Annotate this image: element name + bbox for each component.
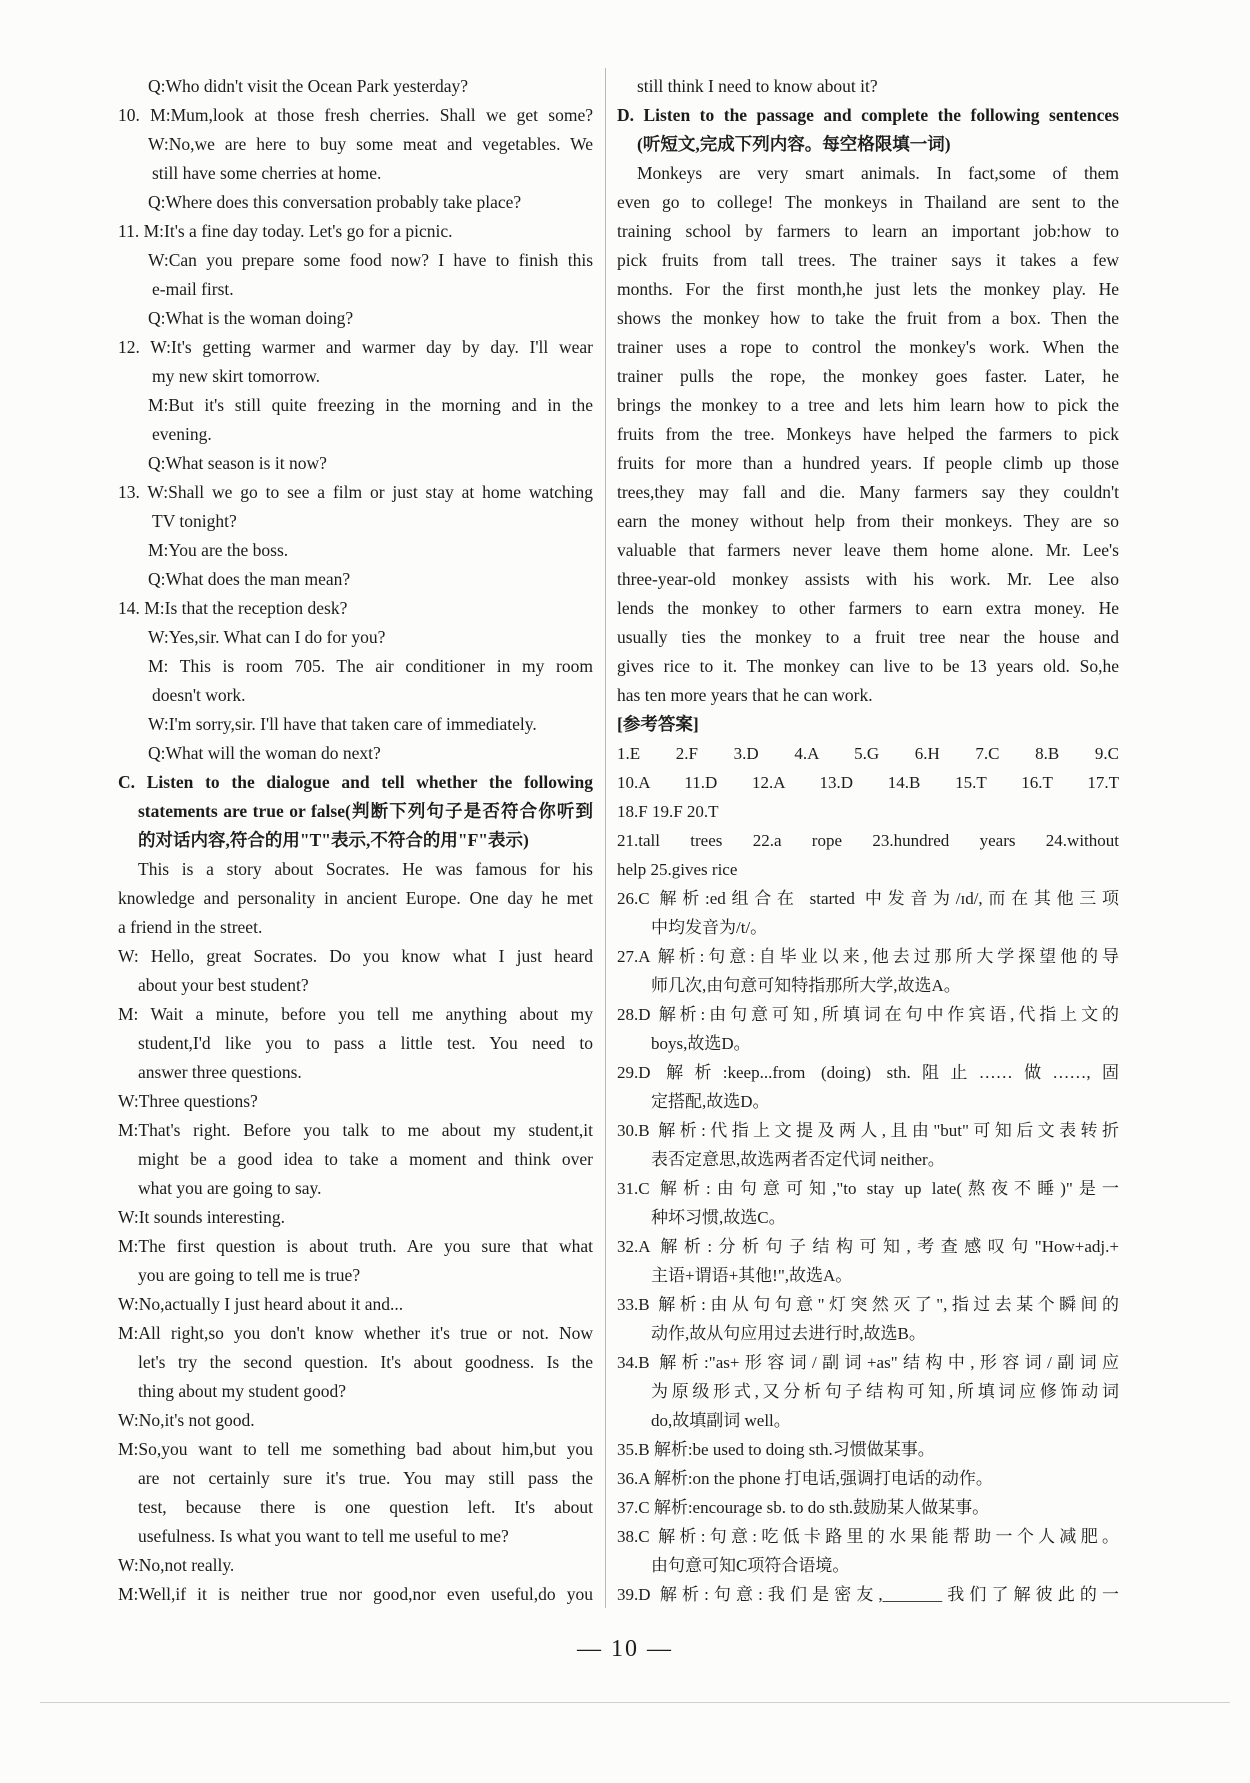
text-line: W: Hello, great Socrates. Do you know what I just heard bbox=[118, 946, 593, 966]
text-line: W:Can you prepare some food now? I have to finish this bbox=[148, 250, 593, 270]
text-line: 由句意可知C项符合语境。 bbox=[651, 1556, 850, 1575]
text-line: D. Listen to the passage and complete the following sentences bbox=[617, 105, 1119, 125]
text-line: 11. M:It's a fine day today. Let's go for a picnic. bbox=[118, 221, 453, 241]
text-line: three-year-old monkey assists with his work. Mr. Lee also bbox=[617, 569, 1119, 589]
text-line: lends the monkey to other farmers to earn extra money. He bbox=[617, 598, 1119, 618]
text-line: what you are going to say. bbox=[138, 1178, 322, 1198]
text-line: thing about my student good? bbox=[138, 1381, 347, 1401]
text-line: W:Three questions? bbox=[118, 1091, 258, 1111]
text-line: 39.D 解析:句意:我们是密友,_______我们了解彼此的一 bbox=[617, 1585, 1119, 1604]
text-line: earn the money without help from their monkeys. They are so bbox=[617, 511, 1119, 531]
text-line: 动作,故从句应用过去进行时,故选B。 bbox=[651, 1324, 926, 1343]
text-line: (听短文,完成下列内容。每空格限填一词) bbox=[637, 134, 951, 154]
text-line: 13. W:Shall we go to see a film or just stay at home watching bbox=[118, 482, 593, 502]
text-line: shows the monkey how to take the fruit from a box. Then the bbox=[617, 308, 1119, 328]
text-line: my new skirt tomorrow. bbox=[152, 366, 321, 386]
text-line: 27.A 解析:句意:自毕业以来,他去过那所大学探望他的导 bbox=[617, 947, 1119, 966]
text-line: 18.F 19.F 20.T bbox=[617, 802, 719, 821]
text-line: Q:What is the woman doing? bbox=[148, 308, 354, 328]
text-line: brings the monkey to a tree and lets him learn how to pick the bbox=[617, 395, 1119, 415]
text-line: 1.E 2.F 3.D 4.A 5.G 6.H 7.C 8.B 9.C bbox=[617, 744, 1119, 763]
text-line: W:No,we are here to buy some meat and vegetables. We bbox=[148, 134, 593, 154]
text-line: 37.C 解析:encourage sb. to do sth.鼓励某人做某事。 bbox=[617, 1498, 990, 1517]
text-line: help 25.gives rice bbox=[617, 860, 738, 879]
text-line: do,故填副词 well。 bbox=[651, 1411, 791, 1430]
text-line: e-mail first. bbox=[152, 279, 234, 299]
text-line: [参考答案] bbox=[617, 714, 699, 734]
text-line: still have some cherries at home. bbox=[152, 163, 382, 183]
text-line: M: Wait a minute, before you tell me anything about my bbox=[118, 1004, 593, 1024]
text-line: doesn't work. bbox=[152, 685, 246, 705]
text-line: training school by farmers to learn an important job:how to bbox=[617, 221, 1119, 241]
text-line: 28.D 解析:由句意可知,所填词在句中作宾语,代指上文的 bbox=[617, 1005, 1119, 1024]
text-line: boys,故选D。 bbox=[651, 1034, 751, 1053]
text-line: M:Well,if it is neither true nor good,nor even useful,do you bbox=[118, 1584, 593, 1604]
text-line: C. Listen to the dialogue and tell whether the following bbox=[118, 772, 593, 792]
text-line: fruits from the tree. Monkeys have helped the farmers to pick bbox=[617, 424, 1119, 444]
text-line: M:All right,so you don't know whether it's true or not. Now bbox=[118, 1323, 593, 1343]
text-line: test, because there is one question left. It's about bbox=[138, 1497, 593, 1517]
text-line: pick fruits from tall trees. The trainer says it takes a few bbox=[617, 250, 1119, 270]
text-line: W:It sounds interesting. bbox=[118, 1207, 286, 1227]
text-line: answer three questions. bbox=[138, 1062, 302, 1082]
right-column bbox=[617, 72, 1119, 1609]
page-number: — 10 — bbox=[577, 1636, 673, 1662]
text-line: 中均发音为/t/。 bbox=[651, 918, 768, 937]
left-column bbox=[118, 72, 593, 1609]
text-line: a friend in the street. bbox=[118, 917, 263, 937]
text-line: usually ties the monkey to a fruit tree near the house and bbox=[617, 627, 1119, 647]
text-line: Q:What season is it now? bbox=[148, 453, 327, 473]
text-line: 38.C 解析:句意:吃低卡路里的水果能帮助一个人减肥。 bbox=[617, 1527, 1119, 1546]
text-line: 34.B 解析:"as+形容词/副词+as"结构中,形容词/副词应 bbox=[617, 1353, 1119, 1372]
text-line: W:No,actually I just heard about it and... bbox=[118, 1294, 404, 1314]
text-line: W:No,it's not good. bbox=[118, 1410, 255, 1430]
text-line: months. For the first month,he just lets the monkey play. He bbox=[617, 279, 1119, 299]
text-line: usefulness. Is what you want to tell me useful to me? bbox=[138, 1526, 509, 1546]
text-line: even go to college! The monkeys in Thailand are sent to the bbox=[617, 192, 1119, 212]
text-line: 30.B 解析:代指上文提及两人,且由"but"可知后文表转折 bbox=[617, 1121, 1119, 1140]
text-line: 12. W:It's getting warmer and warmer day by day. I'll wear bbox=[118, 337, 593, 357]
text-line: 10. M:Mum,look at those fresh cherries. Shall we get some? bbox=[118, 105, 593, 125]
text-line: trees,they may fall and die. Many farmers say they couldn't bbox=[617, 482, 1119, 502]
text-line: knowledge and personality in ancient Europe. One day he met bbox=[118, 888, 593, 908]
text-line: M:The first question is about truth. Are you sure that what bbox=[118, 1236, 593, 1256]
footer-rule bbox=[40, 1702, 1230, 1703]
text-line: 31.C 解析:由句意可知,"to stay up late(熬夜不睡)"是一 bbox=[617, 1179, 1119, 1198]
text-line: you are going to tell me is true? bbox=[138, 1265, 361, 1285]
text-line: This is a story about Socrates. He was famous for his bbox=[138, 859, 593, 879]
text-line: 10.A 11.D 12.A 13.D 14.B 15.T 16.T 17.T bbox=[617, 773, 1119, 792]
text-line: 35.B 解析:be used to doing sth.习惯做某事。 bbox=[617, 1440, 935, 1459]
text-line: still think I need to know about it? bbox=[637, 76, 878, 96]
text-line: W:No,not really. bbox=[118, 1555, 235, 1575]
text-line: valuable that farmers never leave them home alone. Mr. Lee's bbox=[617, 540, 1119, 560]
text-line: 21.tall trees 22.a rope 23.hundred years 24.without bbox=[617, 831, 1119, 850]
text-line: Q:What does the man mean? bbox=[148, 569, 351, 589]
text-line: M:That's right. Before you talk to me about my student,it bbox=[118, 1120, 593, 1140]
text-line: 26.C 解析:ed组合在 started 中发音为/ɪd/,而在其他三项 bbox=[617, 889, 1119, 908]
text-line: 32.A 解析:分析句子结构可知,考查感叹句"How+adj.+ bbox=[617, 1237, 1119, 1256]
text-line: W:I'm sorry,sir. I'll have that taken care of immediately. bbox=[148, 714, 537, 734]
text-line: 36.A 解析:on the phone 打电话,强调打电话的动作。 bbox=[617, 1469, 993, 1488]
text-line: student,I'd like you to pass a little test. You need to bbox=[138, 1033, 593, 1053]
text-line: Monkeys are very smart animals. In fact,some of them bbox=[637, 163, 1119, 183]
text-line: trainer pulls the rope, the monkey goes faster. Later, he bbox=[617, 366, 1119, 386]
text-line: 为原级形式,又分析句子结构可知,所填词应修饰动词 bbox=[651, 1382, 1119, 1401]
text-line: about your best student? bbox=[138, 975, 309, 995]
text-line: evening. bbox=[152, 424, 212, 444]
text-line: fruits for more than a hundred years. If people climb up those bbox=[617, 453, 1119, 473]
text-line: 14. M:Is that the reception desk? bbox=[118, 598, 348, 618]
text-line: 的对话内容,符合的用"T"表示,不符合的用"F"表示) bbox=[138, 830, 529, 850]
column-divider bbox=[605, 68, 606, 1608]
text-line: Q:Who didn't visit the Ocean Park yesterday? bbox=[148, 76, 469, 96]
text-line: W:Yes,sir. What can I do for you? bbox=[148, 627, 386, 647]
text-line: has ten more years that he can work. bbox=[617, 685, 873, 705]
text-line: statements are true or false(判断下列句子是否符合你听到 bbox=[138, 801, 593, 821]
text-line: 定搭配,故选D。 bbox=[651, 1092, 770, 1111]
text-line: 33.B 解析:由从句句意"灯突然灭了",指过去某个瞬间的 bbox=[617, 1295, 1119, 1314]
text-line: trainer uses a rope to control the monkey's work. When the bbox=[617, 337, 1119, 357]
text-line: M: This is room 705. The air conditioner in my room bbox=[148, 656, 593, 676]
text-line: are not certainly sure it's true. You may still pass the bbox=[138, 1468, 593, 1488]
text-line: 主语+谓语+其他!",故选A。 bbox=[651, 1266, 853, 1285]
text-line: M:You are the boss. bbox=[148, 540, 289, 560]
text-line: Q:What will the woman do next? bbox=[148, 743, 381, 763]
text-line: 表否定意思,故选两者否定代词 neither。 bbox=[651, 1150, 945, 1169]
text-line: Q:Where does this conversation probably take place? bbox=[148, 192, 522, 212]
text-line: 29.D 解析:keep...from (doing) sth.阻止……做……,固 bbox=[617, 1063, 1119, 1082]
text-line: might be a good idea to take a moment and think over bbox=[138, 1149, 593, 1169]
text-line: gives rice to it. The monkey can live to be 13 years old. So,he bbox=[617, 656, 1119, 676]
text-line: M:But it's still quite freezing in the morning and in the bbox=[148, 395, 593, 415]
text-line: M:So,you want to tell me something bad about him,but you bbox=[118, 1439, 593, 1459]
text-line: TV tonight? bbox=[152, 511, 237, 531]
text-line: 种坏习惯,故选C。 bbox=[651, 1208, 786, 1227]
text-line: let's try the second question. It's about goodness. Is the bbox=[138, 1352, 593, 1372]
text-line: 师几次,由句意可知特指那所大学,故选A。 bbox=[651, 976, 961, 995]
